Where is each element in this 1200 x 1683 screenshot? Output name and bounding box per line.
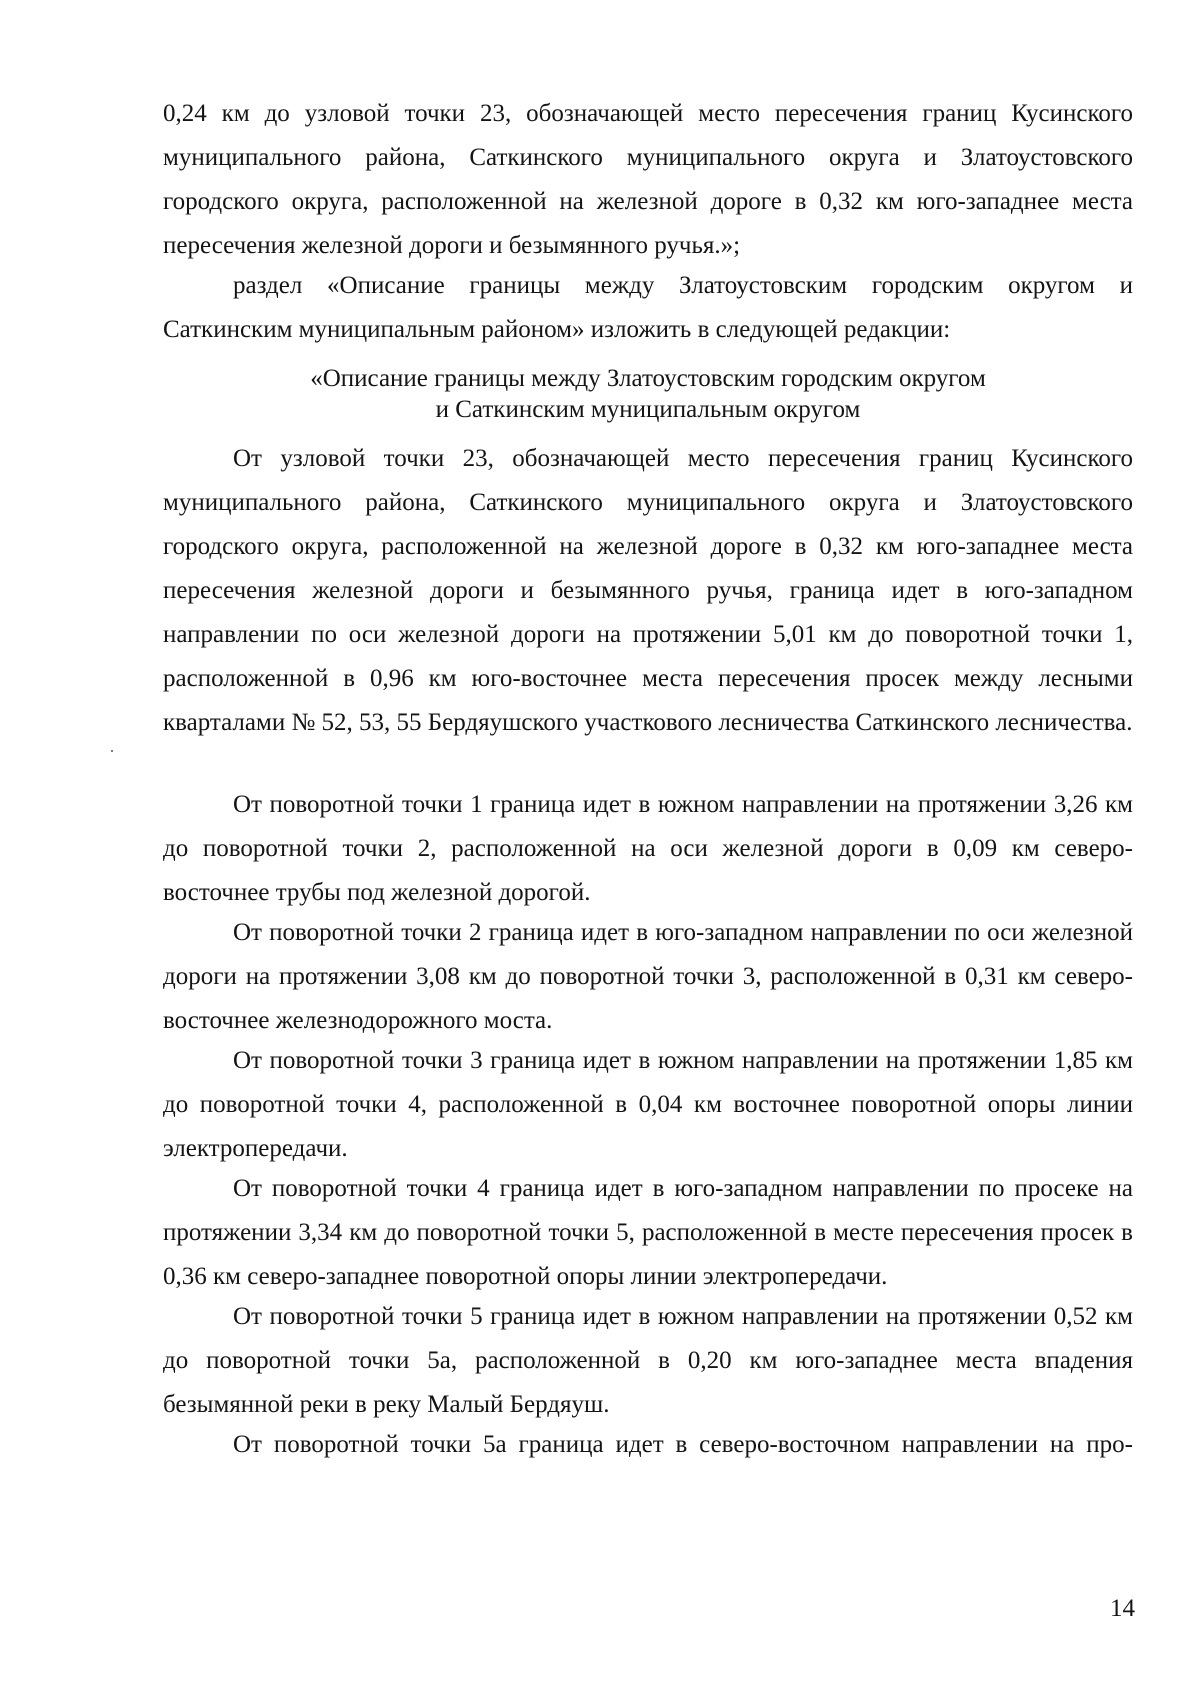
paragraph-point-4: От поворотной точки 4 граница идет в юго-западном направлении по просеке на протяжении 3,34 км до поворотной точки 5, расположенной в месте пересечения просек в 0,36 км северо-западнее поворотной опоры линии электропередачи. <box>163 1175 1133 1290</box>
paragraph-amendment-intro: раздел «Описание границы между Златоустовским городским округом и Саткинским муниципальным районом» изложить в следующей редакции: <box>163 272 1133 343</box>
section-heading-line-2: и Саткинским муниципальным округом <box>435 396 861 423</box>
paragraph-node-23: От узловой точки 23, обозначающей место пересечения границ Кусинского муниципального района, Саткинского муниципального округа и Златоустовского городского округа, расположенной на железной дороге в 0,32 км юго-западнее места пересечения железной дороги и безымянного ручья, граница идет в юго-западном направлении по оси железной дороги на протяжении 5,01 км до поворотной точки 1, расположенной в 0,96 км юго-восточнее места пересечения просек между лесными кварталами № 52, 53, 55 Бердяушского участкового лесничества Саткинского лесничества. <box>163 445 1133 736</box>
scan-speck <box>111 750 113 752</box>
paragraph-point-3: От поворотной точки 3 граница идет в южном направлении на протяжении 1,85 км до поворотной точки 4, расположенной в 0,04 км восточнее поворотной опоры линии электропередачи. <box>163 1047 1133 1162</box>
paragraph-point-5: От поворотной точки 5 граница идет в южном направлении на протяжении 0,52 км до поворотной точки 5а, расположенной в 0,20 км юго-западнее места впадения безымянной реки в реку Малый Бердяуш. <box>163 1303 1133 1418</box>
paragraph-point-5a: От поворотной точки 5а граница идет в северо-восточном направлении на про- <box>233 1431 1133 1458</box>
paragraph-continuation: 0,24 км до узловой точки 23, обозначающей место пересечения границ Кусинского муниципального района, Саткинского муниципального округа и Златоустовского городского округа, расположенной на железной дороге в 0,32 км юго-западнее места пересечения железной дороги и безымянного ручья.»; <box>163 100 1133 259</box>
paragraph-point-2: От поворотной точки 2 граница идет в юго-западном направлении по оси железной дороги на протяжении 3,08 км до поворотной точки 3, расположенной в 0,31 км северо-восточнее железнодорожного моста. <box>163 919 1133 1034</box>
page-number: 14 <box>1110 1595 1135 1622</box>
section-heading <box>163 363 1133 425</box>
paragraph-point-1: От поворотной точки 1 граница идет в южном направлении на протяжении 3,26 км до поворотной точки 2, расположенной на оси железной дороги в 0,09 км северо-восточнее трубы под железной дорогой. <box>163 791 1133 906</box>
section-heading-line-1: «Описание границы между Златоустовским городским округом <box>310 365 986 392</box>
